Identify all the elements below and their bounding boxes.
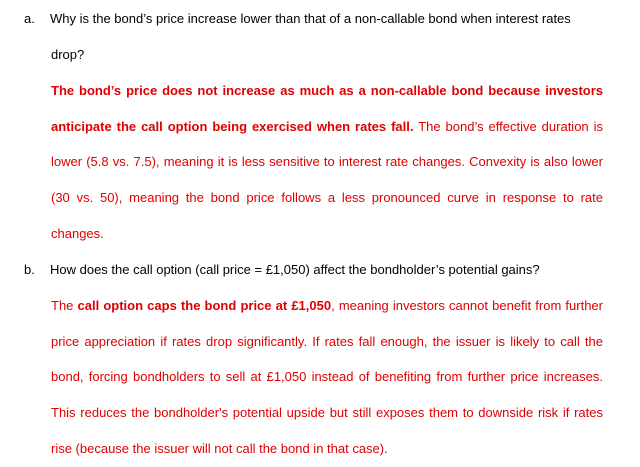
answer-a-bold-phrase: anticipate the call option being exercised when rates fall. [51,119,414,134]
answer-a-line-1: The bond’s price does not increase as much as a non-callable bond because investors [51,83,603,98]
answer-a-line-2-rest: The bond’s effective duration is [413,119,603,134]
answer-b-line-2: price appreciation if rates drop significantly. If rates fall enough, the issuer is likely to call the [51,334,603,349]
answer-b-line-4: This reduces the bondholder's potential upside but still exposes them to downside risk if rates [51,405,603,420]
question-a-marker: a. [24,11,35,26]
answer-a-line-2 [51,119,603,135]
answer-b-line-1 [51,298,603,314]
question-a [24,11,571,27]
answer-a-line-4: (30 vs. 50), meaning the bond price follows a less pronounced curve in response to rate [51,190,603,205]
question-b [24,262,540,278]
question-a-text: Why is the bond’s price increase lower than that of a non-callable bond when interest rates [50,11,571,26]
question-a-text-continued: drop? [51,47,85,62]
answer-a-line-3: lower (5.8 vs. 7.5), meaning it is less sensitive to interest rate changes. Convexity is also lower [51,154,603,169]
answer-b-line-1-post: , meaning investors cannot benefit from further [331,298,603,313]
answer-b-line-1-pre: The [51,298,78,313]
question-b-marker: b. [24,262,35,277]
answer-b-line-3: bond, forcing bondholders to sell at £1,050 instead of benefiting from further price increases. [51,369,603,384]
answer-b-bold-phrase: call option caps the bond price at £1,050 [77,298,332,313]
answer-b-line-5: rise (because the issuer will not call the bond in that case). [51,441,388,456]
answer-a-line-5: changes. [51,226,104,241]
question-b-text: How does the call option (call price = £1,050) affect the bondholder’s potential gains? [50,262,540,277]
